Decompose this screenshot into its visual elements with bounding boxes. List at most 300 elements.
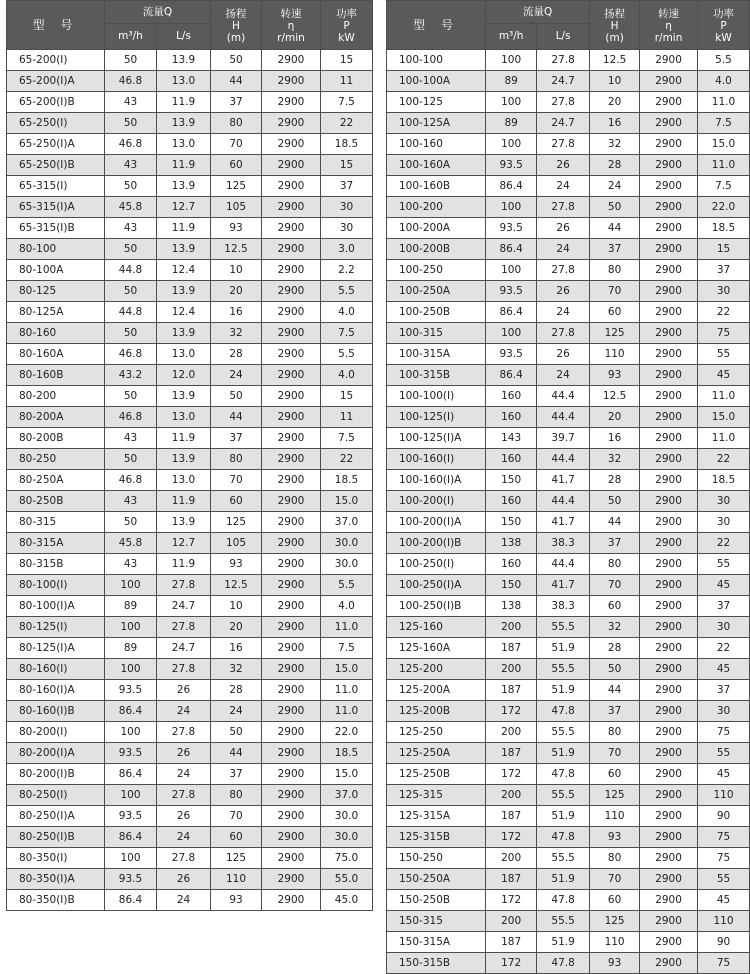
model-cell: 100-250(I): [387, 554, 486, 575]
speed-cell: 2900: [262, 512, 321, 533]
model-cell: 65-200(I): [7, 50, 105, 71]
flow-ls-cell: 27.8: [157, 575, 211, 596]
speed-cell: 2900: [262, 218, 321, 239]
head-cell: 37: [211, 428, 262, 449]
power-cell: 37.0: [321, 512, 373, 533]
model-cell: 80-160(I): [7, 659, 105, 680]
model-cell: 80-160A: [7, 344, 105, 365]
table-row: [7, 344, 373, 365]
flow-ls-cell: 26: [157, 869, 211, 890]
model-cell: 80-160(I)A: [7, 680, 105, 701]
head-cell: 10: [211, 596, 262, 617]
head-cell: 44: [211, 407, 262, 428]
speed-cell: 2900: [262, 554, 321, 575]
speed-cell: 2900: [262, 323, 321, 344]
table-row: [387, 659, 750, 680]
speed-cell: 2900: [640, 428, 698, 449]
head-cell: 60: [590, 890, 640, 911]
power-cell: 75: [698, 953, 750, 974]
table-row: [7, 449, 373, 470]
flow-m3h-cell: 50: [105, 512, 157, 533]
table-row: [7, 617, 373, 638]
model-cell: 150-250A: [387, 869, 486, 890]
flow-ls-cell: 41.7: [537, 575, 590, 596]
flow-ls-cell: 44.4: [537, 491, 590, 512]
table-row: [387, 701, 750, 722]
flow-ls-cell: 11.9: [157, 491, 211, 512]
flow-ls-cell: 47.8: [537, 953, 590, 974]
head-cell: 70: [590, 281, 640, 302]
table-row: [387, 197, 750, 218]
flow-m3h-cell: 100: [486, 197, 537, 218]
table-row: [387, 134, 750, 155]
power-cell: 75: [698, 722, 750, 743]
flow-m3h-cell: 43.2: [105, 365, 157, 386]
flow-m3h-cell: 45.8: [105, 533, 157, 554]
head-cell: 80: [590, 722, 640, 743]
speed-cell: 2900: [640, 449, 698, 470]
table-row: [387, 827, 750, 848]
table-row: [7, 743, 373, 764]
speed-cell: 2900: [640, 533, 698, 554]
flow-ls-cell: 27.8: [157, 659, 211, 680]
flow-m3h-cell: 160: [486, 491, 537, 512]
model-cell: 80-350(I): [7, 848, 105, 869]
table-row: [387, 554, 750, 575]
power-cell: 30: [321, 197, 373, 218]
flow-ls-cell: 27.8: [157, 848, 211, 869]
model-cell: 80-200: [7, 386, 105, 407]
flow-ls-cell: 24: [537, 176, 590, 197]
flow-m3h-cell: 160: [486, 407, 537, 428]
flow-ls-cell: 51.9: [537, 806, 590, 827]
flow-ls-cell: 26: [537, 281, 590, 302]
power-cell: 75: [698, 848, 750, 869]
model-cell: 80-125A: [7, 302, 105, 323]
flow-m3h-cell: 150: [486, 575, 537, 596]
table-row: [387, 50, 750, 71]
flow-m3h-cell: 86.4: [105, 827, 157, 848]
flow-ls-cell: 27.8: [157, 617, 211, 638]
head-cell: 44: [211, 743, 262, 764]
flow-ls-cell: 47.8: [537, 764, 590, 785]
model-cell: 80-125: [7, 281, 105, 302]
flow-m3h-cell: 100: [486, 92, 537, 113]
speed-cell: 2900: [640, 302, 698, 323]
model-cell: 150-315B: [387, 953, 486, 974]
table-row: [387, 848, 750, 869]
speed-cell: 2900: [262, 890, 321, 911]
table-row: [7, 554, 373, 575]
speed-cell: 2900: [640, 638, 698, 659]
speed-cell: 2900: [640, 323, 698, 344]
speed-cell: 2900: [640, 596, 698, 617]
power-cell: 18.5: [321, 134, 373, 155]
model-cell: 80-250(I)B: [7, 827, 105, 848]
flow-m3h-cell: 100: [105, 575, 157, 596]
speed-cell: 2900: [640, 617, 698, 638]
flow-m3h-cell: 93.5: [105, 680, 157, 701]
power-cell: 22: [321, 449, 373, 470]
flow-ls-cell: 13.0: [157, 344, 211, 365]
power-cell: 15.0: [321, 764, 373, 785]
flow-m3h-cell: 93.5: [105, 743, 157, 764]
table-row: [387, 512, 750, 533]
flow-ls-cell: 51.9: [537, 743, 590, 764]
flow-ls-cell: 26: [157, 806, 211, 827]
model-cell: 100-160B: [387, 176, 486, 197]
flow-ls-cell: 26: [537, 155, 590, 176]
model-cell: 80-125(I)A: [7, 638, 105, 659]
table-row: [387, 764, 750, 785]
head-cell: 32: [590, 617, 640, 638]
flow-m3h-cell: 100: [105, 722, 157, 743]
speed-cell: 2900: [640, 890, 698, 911]
table-row: [7, 281, 373, 302]
flow-m3h-cell: 43: [105, 428, 157, 449]
speed-cell: 2900: [262, 575, 321, 596]
flow-m3h-cell: 86.4: [105, 701, 157, 722]
power-cell: 30.0: [321, 554, 373, 575]
power-cell: 11.0: [698, 386, 750, 407]
flow-ls-cell: 12.7: [157, 533, 211, 554]
model-cell: 125-250B: [387, 764, 486, 785]
flow-ls-cell: 24.7: [157, 638, 211, 659]
power-cell: 11: [321, 407, 373, 428]
flow-ls-cell: 13.9: [157, 176, 211, 197]
model-cell: 80-350(I)A: [7, 869, 105, 890]
flow-unit-ls-header: L/s: [537, 24, 590, 50]
head-cell: 93: [211, 554, 262, 575]
flow-m3h-cell: 86.4: [486, 239, 537, 260]
flow-ls-cell: 51.9: [537, 869, 590, 890]
speed-unit: r/min: [277, 31, 305, 44]
model-cell: 100-315B: [387, 365, 486, 386]
table-row: [7, 134, 373, 155]
table-row: [387, 428, 750, 449]
power-cell: 4.0: [321, 302, 373, 323]
table-row: [387, 155, 750, 176]
head-cell: 12.5: [211, 575, 262, 596]
speed-cell: 2900: [262, 50, 321, 71]
flow-ls-cell: 55.5: [537, 617, 590, 638]
speed-cell: 2900: [640, 806, 698, 827]
model-cell: 100-250B: [387, 302, 486, 323]
flow-ls-cell: 12.4: [157, 302, 211, 323]
model-cell: 100-160: [387, 134, 486, 155]
model-cell: 100-160(I)A: [387, 470, 486, 491]
power-cell: 30: [698, 617, 750, 638]
power-cell: 18.5: [321, 743, 373, 764]
speed-cell: 2900: [262, 701, 321, 722]
flow-ls-cell: 39.7: [537, 428, 590, 449]
flow-ls-cell: 11.9: [157, 92, 211, 113]
speed-cell: 2900: [640, 50, 698, 71]
pump-spec-table-left: [6, 0, 373, 911]
head-cell: 80: [590, 554, 640, 575]
head-cell: 28: [590, 470, 640, 491]
flow-ls-cell: 24.7: [537, 113, 590, 134]
flow-ls-cell: 24.7: [157, 596, 211, 617]
flow-ls-cell: 44.4: [537, 407, 590, 428]
speed-cell: 2900: [262, 617, 321, 638]
head-cell: 32: [211, 323, 262, 344]
speed-cell: 2900: [640, 680, 698, 701]
model-cell: 80-200A: [7, 407, 105, 428]
speed-cell: 2900: [262, 386, 321, 407]
flow-m3h-cell: 50: [105, 386, 157, 407]
flow-m3h-cell: 160: [486, 449, 537, 470]
flow-m3h-cell: 43: [105, 92, 157, 113]
head-cell: 70: [590, 743, 640, 764]
table-row: [7, 260, 373, 281]
pump-spec-table-right: [386, 0, 750, 974]
flow-m3h-cell: 100: [105, 848, 157, 869]
table-row: [387, 218, 750, 239]
table-row: [387, 869, 750, 890]
model-cell: 125-250A: [387, 743, 486, 764]
flow-m3h-cell: 172: [486, 827, 537, 848]
flow-m3h-cell: 50: [105, 50, 157, 71]
speed-cell: 2900: [262, 869, 321, 890]
table-row: [387, 890, 750, 911]
speed-cell: 2900: [640, 953, 698, 974]
power-cell: 15.0: [321, 659, 373, 680]
power-cell: 37.0: [321, 785, 373, 806]
model-cell: 80-350(I)B: [7, 890, 105, 911]
power-cell: 4.0: [698, 71, 750, 92]
power-cell: 5.5: [321, 575, 373, 596]
model-cell: 80-250(I)A: [7, 806, 105, 827]
power-cell: 18.5: [698, 470, 750, 491]
flow-ls-cell: 11.9: [157, 218, 211, 239]
flow-ls-cell: 24: [157, 827, 211, 848]
power-cell: 45.0: [321, 890, 373, 911]
head-cell: 28: [590, 155, 640, 176]
power-cell: 15: [698, 239, 750, 260]
table-row: [7, 428, 373, 449]
flow-ls-cell: 27.8: [537, 260, 590, 281]
table-row: [387, 911, 750, 932]
flow-m3h-cell: 43: [105, 155, 157, 176]
head-cell: 37: [590, 533, 640, 554]
flow-m3h-cell: 100: [486, 260, 537, 281]
flow-m3h-cell: 93.5: [486, 155, 537, 176]
head-cell: 12.5: [590, 50, 640, 71]
model-cell: 65-315(I): [7, 176, 105, 197]
speed-cell: 2900: [640, 785, 698, 806]
head-cell: 28: [211, 344, 262, 365]
flow-ls-cell: 55.5: [537, 911, 590, 932]
flow-m3h-cell: 100: [486, 323, 537, 344]
power-cell: 30: [321, 218, 373, 239]
power-cell: 11.0: [698, 428, 750, 449]
table-row: [387, 617, 750, 638]
model-cell: 80-200(I): [7, 722, 105, 743]
model-cell: 125-315B: [387, 827, 486, 848]
power-cell: 11.0: [321, 701, 373, 722]
flow-m3h-cell: 86.4: [486, 302, 537, 323]
model-cell: 80-250(I): [7, 785, 105, 806]
speed-cell: 2900: [640, 848, 698, 869]
table-row: [7, 680, 373, 701]
power-cell: 18.5: [321, 470, 373, 491]
flow-ls-cell: 13.9: [157, 239, 211, 260]
table-row: [387, 407, 750, 428]
speed-cell: 2900: [640, 911, 698, 932]
speed-cell: 2900: [262, 302, 321, 323]
power-cell: 22.0: [698, 197, 750, 218]
speed-cell: 2900: [640, 134, 698, 155]
speed-title: 转速: [280, 7, 302, 20]
model-cell: 65-250(I)B: [7, 155, 105, 176]
table-row: [387, 260, 750, 281]
speed-cell: 2900: [262, 365, 321, 386]
head-cell: 12.5: [211, 239, 262, 260]
speed-cell: 2900: [640, 827, 698, 848]
flow-m3h-cell: 93.5: [105, 869, 157, 890]
flow-ls-cell: 26: [157, 743, 211, 764]
head-cell: 28: [211, 680, 262, 701]
flow-m3h-cell: 46.8: [105, 134, 157, 155]
head-cell: 60: [590, 596, 640, 617]
table-row: [7, 386, 373, 407]
power-cell: 30: [698, 512, 750, 533]
speed-cell: 2900: [262, 827, 321, 848]
head-cell: 10: [590, 71, 640, 92]
flow-ls-cell: 24: [157, 764, 211, 785]
flow-m3h-cell: 50: [105, 113, 157, 134]
flow-ls-cell: 24.7: [537, 71, 590, 92]
speed-cell: 2900: [640, 554, 698, 575]
model-cell: 125-160: [387, 617, 486, 638]
table-row: [387, 533, 750, 554]
flow-ls-cell: 27.8: [157, 722, 211, 743]
table-row: [7, 302, 373, 323]
head-cell: 60: [590, 764, 640, 785]
flow-m3h-cell: 86.4: [105, 890, 157, 911]
flow-m3h-cell: 143: [486, 428, 537, 449]
flow-ls-cell: 11.9: [157, 428, 211, 449]
head-cell: 70: [211, 470, 262, 491]
flow-m3h-cell: 200: [486, 785, 537, 806]
head-cell: 16: [590, 428, 640, 449]
table-row: [7, 701, 373, 722]
model-cell: 80-200(I)A: [7, 743, 105, 764]
model-cell: 65-315(I)A: [7, 197, 105, 218]
model-cell: 80-160: [7, 323, 105, 344]
flow-m3h-cell: 89: [105, 596, 157, 617]
speed-cell: 2900: [262, 176, 321, 197]
speed-cell: 2900: [640, 281, 698, 302]
head-cell: 125: [211, 512, 262, 533]
power-cell: 55: [698, 743, 750, 764]
head-cell: 70: [590, 869, 640, 890]
model-cell: 100-200B: [387, 239, 486, 260]
flow-m3h-cell: 86.4: [486, 365, 537, 386]
model-cell: 65-250(I): [7, 113, 105, 134]
flow-m3h-cell: 100: [486, 134, 537, 155]
flow-ls-cell: 55.5: [537, 659, 590, 680]
table-row: [387, 785, 750, 806]
speed-cell: 2900: [262, 407, 321, 428]
flow-m3h-cell: 93.5: [486, 218, 537, 239]
head-cell: 44: [211, 71, 262, 92]
model-cell: 100-250A: [387, 281, 486, 302]
model-cell: 150-250: [387, 848, 486, 869]
model-cell: 65-200(I)B: [7, 92, 105, 113]
power-cell: 55: [698, 554, 750, 575]
speed-cell: 2900: [640, 869, 698, 890]
speed-cell: 2900: [262, 239, 321, 260]
power-cell: 45: [698, 659, 750, 680]
head-cell: 44: [590, 680, 640, 701]
flow-ls-cell: 12.4: [157, 260, 211, 281]
speed-cell: 2900: [640, 218, 698, 239]
power-cell: 45: [698, 764, 750, 785]
flow-m3h-cell: 200: [486, 911, 537, 932]
speed-symbol: η: [665, 19, 672, 32]
table-row: [7, 659, 373, 680]
power-cell: 55: [698, 869, 750, 890]
table-row: [387, 743, 750, 764]
table-row: [7, 722, 373, 743]
power-cell: 7.5: [321, 323, 373, 344]
flow-ls-cell: 44.4: [537, 449, 590, 470]
table-row: [7, 764, 373, 785]
head-cell: 32: [590, 134, 640, 155]
flow-m3h-cell: 200: [486, 617, 537, 638]
flow-m3h-cell: 46.8: [105, 407, 157, 428]
flow-m3h-cell: 160: [486, 554, 537, 575]
head-cell: 125: [211, 848, 262, 869]
speed-cell: 2900: [262, 344, 321, 365]
model-cell: 100-100A: [387, 71, 486, 92]
speed-cell: 2900: [262, 470, 321, 491]
table-row: [387, 71, 750, 92]
flow-ls-cell: 27.8: [537, 197, 590, 218]
power-cell: 30.0: [321, 533, 373, 554]
power-cell: 15: [321, 155, 373, 176]
power-cell: 45: [698, 575, 750, 596]
flow-m3h-cell: 89: [105, 638, 157, 659]
table-row: [7, 533, 373, 554]
head-cell: 125: [590, 785, 640, 806]
speed-cell: 2900: [262, 533, 321, 554]
flow-m3h-cell: 187: [486, 680, 537, 701]
head-cell: 125: [590, 323, 640, 344]
flow-ls-cell: 12.0: [157, 365, 211, 386]
head-cell: 80: [590, 848, 640, 869]
power-cell: 75: [698, 323, 750, 344]
table-row: [387, 323, 750, 344]
flow-m3h-cell: 150: [486, 470, 537, 491]
model-cell: 100-125: [387, 92, 486, 113]
power-cell: 30.0: [321, 827, 373, 848]
head-cell: 20: [211, 281, 262, 302]
flow-ls-cell: 51.9: [537, 638, 590, 659]
power-cell: 7.5: [321, 638, 373, 659]
table-row: [387, 113, 750, 134]
table-header: [387, 1, 750, 50]
model-cell: 80-315A: [7, 533, 105, 554]
flow-m3h-cell: 150: [486, 512, 537, 533]
head-cell: 16: [211, 302, 262, 323]
flow-unit-ls-header: L/s: [157, 24, 211, 50]
table-row: [7, 596, 373, 617]
model-cell: 125-160A: [387, 638, 486, 659]
model-cell: 80-160B: [7, 365, 105, 386]
